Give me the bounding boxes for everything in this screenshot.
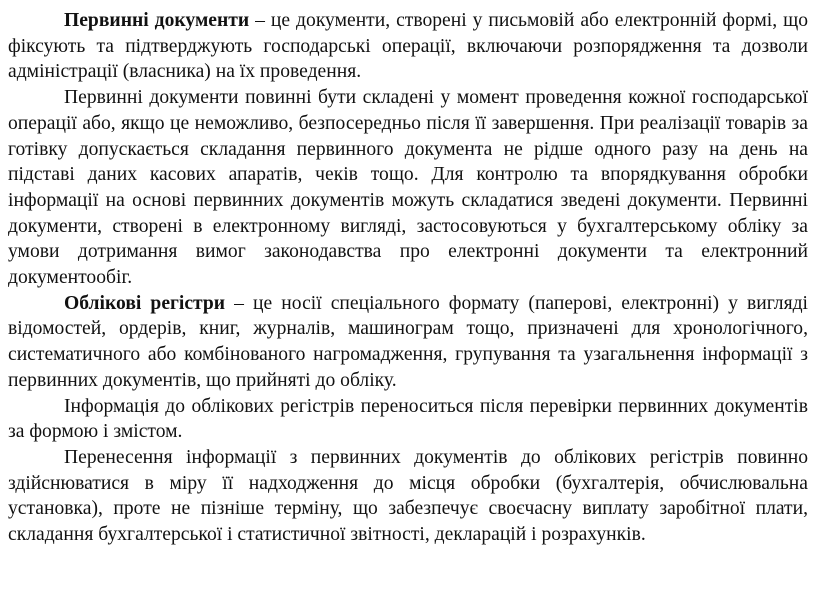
document-page — [8, 8, 808, 548]
paragraph-primary-documents-timing — [8, 85, 808, 291]
paragraph-information-transfer — [8, 394, 808, 445]
paragraph-text: Первинні документи повинні бути складені у момент проведення кожної господарської операції або, якщо це неможливо, безпосередньо після її завершення. При реалізації товарів за готівку допускається складання первинного документа не рідше одного разу на день на підставі даних касових апаратів, чеків тощо. Для контролю та впорядкування обробки інформації на основі первинних документів можуть складатися зведені документи. Первинні документи, створені в електронному вигляді, застосовуються у бухгалтерському обліку за умови дотримання вимог законодавства про електронні документи та електронний документообіг. — [8, 87, 808, 289]
paragraph-transfer-timing — [8, 445, 808, 548]
paragraph-primary-documents-definition — [8, 8, 808, 85]
paragraph-text: – це документи, створені у письмовій або електронній формі, що фіксують та підтверджують господарські операції, включаючи розпорядження та дозволи адміністрації (власника) на їх проведення. — [8, 10, 808, 83]
term-primary-documents: Первинні документи — [64, 10, 250, 31]
term-accounting-registers: Облікові регістри — [64, 292, 226, 314]
paragraph-text: Інформація до облікових регістрів переноситься після перевірки первинних документів за формою і змістом. — [8, 395, 808, 443]
paragraph-text: – це носії спеціального формату (паперові, електронні) у вигляді відомостей, ордерів, книг, журналів, машинограм тощо, призначені для хронологічного, систематичного або комбінованого нагромадження, групування та узагальнення інформації з первинних документів, що прийняті до обліку. — [8, 292, 808, 391]
paragraph-accounting-registers-definition — [8, 291, 808, 394]
paragraph-text: Перенесення інформації з первинних документів до облікових регістрів повинно здійснюватися в міру її надходження до місця обробки (бухгалтерія, обчислювальна установка), проте не пізніше терміну, що забезпечує своєчасну виплату заробітної плати, складання бухгалтерської і статистичної звітності, декларацій і розрахунків. — [8, 446, 808, 546]
